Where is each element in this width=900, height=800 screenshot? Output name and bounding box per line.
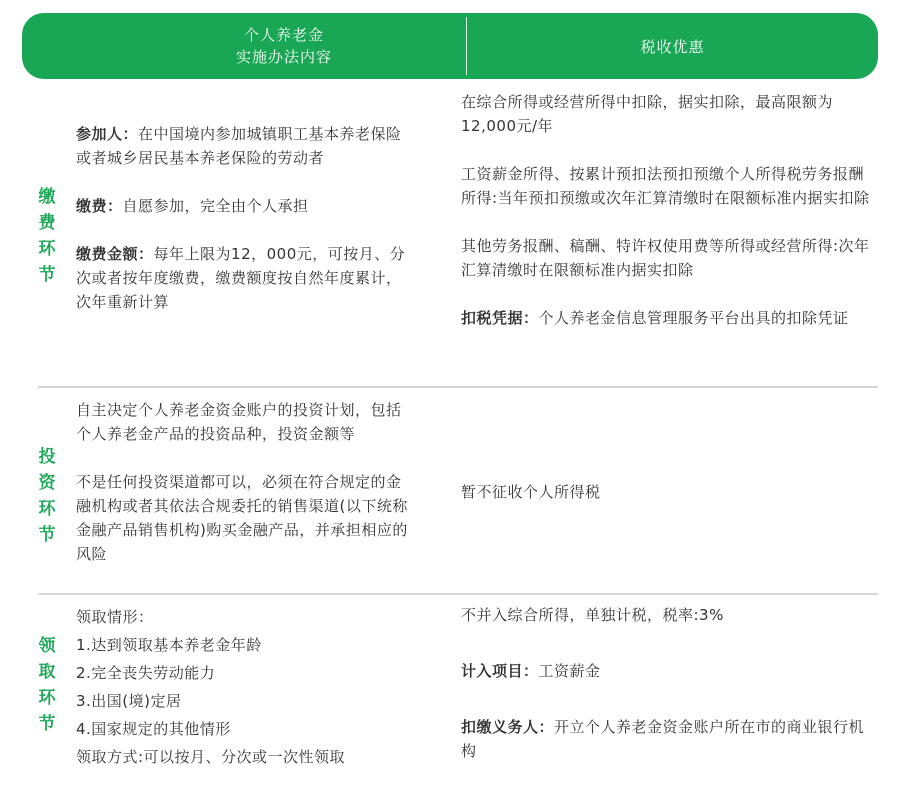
cell-paragraph: 计入项目：工资薪金 <box>461 662 601 680</box>
stage-label-contribution <box>36 184 58 288</box>
cell-paragraph: 扣税凭据：个人养老金信息管理服务平台出具的扣除凭证 <box>461 309 849 327</box>
header-right-cell <box>467 13 878 79</box>
stage-char: 节 <box>38 265 56 285</box>
stage-char: 缴 <box>38 187 56 207</box>
table-header <box>22 13 878 79</box>
cell-paragraph: 其他劳务报酬、稿酬、特许权使用费等所得或经营所得:次年汇算清缴时在限额标准内据实扣除 <box>461 237 870 279</box>
cell-paragraph: 缴费：自愿参加，完全由个人承担 <box>76 197 309 215</box>
stage-char: 取 <box>38 662 56 682</box>
stage-char: 节 <box>38 714 56 734</box>
stage-char: 环 <box>38 239 56 259</box>
cell-paragraph: 3.出国(境)定居 <box>76 692 182 710</box>
contribution-right-cell <box>461 90 871 330</box>
stage-char: 领 <box>38 636 56 656</box>
cell-paragraph: 不并入综合所得，单独计税，税率:3% <box>461 606 724 624</box>
stage-char: 资 <box>38 473 56 493</box>
investment-left-cell <box>76 398 412 566</box>
cell-paragraph: 不是任何投资渠道都可以，必须在符合规定的金融机构或者其依法合规委托的销售渠道(以下统称金融产品销售机构)购买金融产品，并承担相应的风险 <box>76 473 408 563</box>
table-row-withdrawal <box>0 595 900 785</box>
withdrawal-left-cell <box>76 603 412 771</box>
cell-paragraph: 暂不征收个人所得税 <box>461 483 601 501</box>
cell-paragraph: 4.国家规定的其他情形 <box>76 720 231 738</box>
withdrawal-right-cell <box>461 603 871 763</box>
header-right-title: 税收优惠 <box>640 37 705 56</box>
cell-paragraph: 扣缴义务人：开立个人养老金资金账户所在市的商业银行机构 <box>461 718 865 760</box>
cell-paragraph: 自主决定个人养老金资金账户的投资计划，包括个人养老金产品的投资品种，投资金额等 <box>76 401 402 443</box>
contribution-left-cell <box>76 122 412 314</box>
header-left-line1: 个人养老金 <box>243 26 324 44</box>
table-row-investment <box>0 388 900 593</box>
cell-paragraph: 领取方式:可以按月、分次或一次性领取 <box>76 748 346 766</box>
cell-paragraph: 工资薪金所得、按累计预扣法预扣预缴个人所得税劳务报酬所得:当年预扣预缴或次年汇算清缴时在限额标准内据实扣除 <box>461 165 870 207</box>
cell-paragraph: 缴费金额：每年上限为12，000元，可按月、分次或者按年度缴费，缴费额度按自然年度累计，次年重新计算 <box>76 245 406 311</box>
stage-char: 投 <box>38 447 56 467</box>
stage-char: 节 <box>38 525 56 545</box>
stage-char: 费 <box>38 213 56 233</box>
stage-label-withdrawal <box>36 633 58 737</box>
cell-paragraph: 在综合所得或经营所得中扣除，据实扣除，最高限额为12,000元/年 <box>461 93 834 135</box>
stage-label-investment <box>36 444 58 548</box>
investment-right-cell <box>461 480 871 504</box>
header-left-cell <box>102 13 466 79</box>
stage-char: 环 <box>38 688 56 708</box>
header-left-line2: 实施办法内容 <box>235 48 332 66</box>
cell-paragraph: 参加人：在中国境内参加城镇职工基本养老保险或者城乡居民基本养老保险的劳动者 <box>76 125 402 167</box>
cell-paragraph: 1.达到领取基本养老金年龄 <box>76 636 262 654</box>
cell-paragraph: 领取情形： <box>76 608 154 626</box>
cell-paragraph: 2.完全丧失劳动能力 <box>76 664 216 682</box>
stage-char: 环 <box>38 499 56 519</box>
table-row-contribution <box>0 80 900 386</box>
